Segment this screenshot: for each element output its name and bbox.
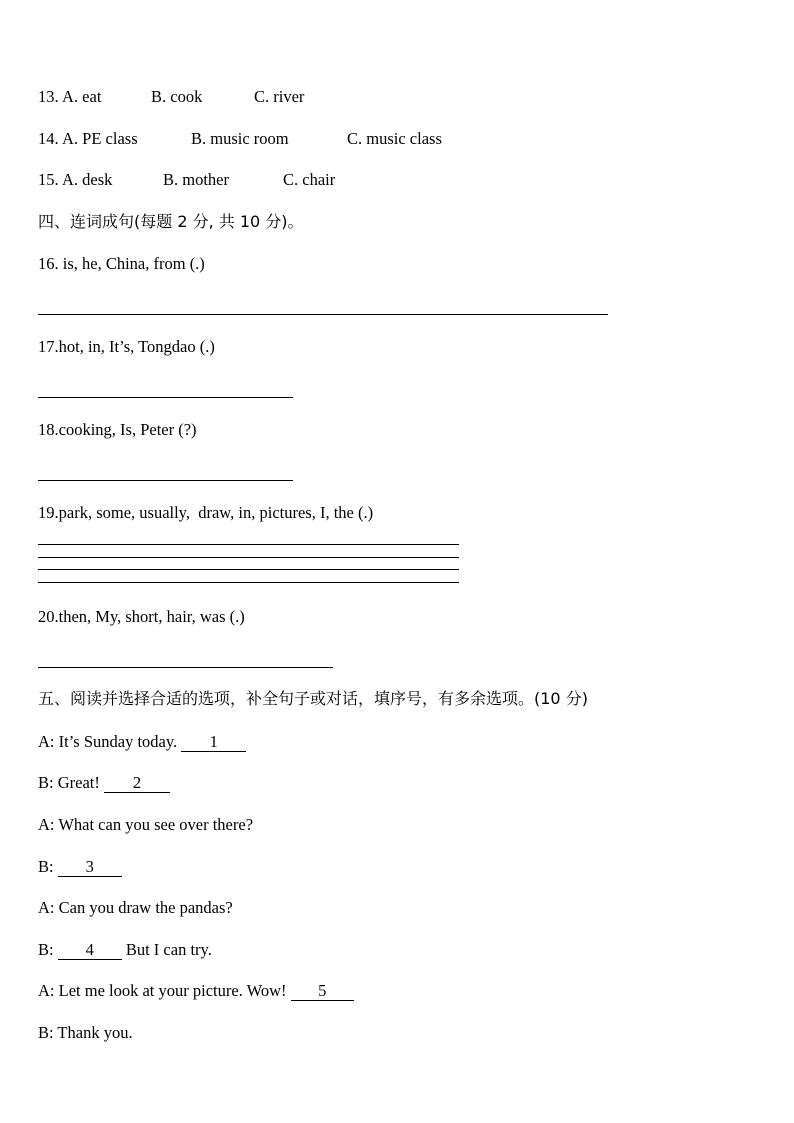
answer-line-19-d[interactable]	[38, 582, 459, 583]
dialogue-text: A: Can you draw the pandas?	[38, 898, 233, 917]
item-number: 16	[38, 254, 55, 273]
dialogue-line-7	[38, 981, 354, 1001]
dialogue-text: B:	[38, 940, 58, 959]
option-a: A. eat	[62, 87, 102, 106]
item-16	[38, 254, 205, 274]
dialogue-line-8	[38, 1023, 133, 1043]
dialogue-line-3	[38, 815, 253, 835]
dialogue-line-1	[38, 732, 246, 752]
item-text: .cooking, Is, Peter (?)	[54, 420, 197, 439]
question-number: 13.	[38, 87, 59, 106]
item-20	[38, 607, 245, 627]
item-18	[38, 420, 197, 440]
item-19	[38, 503, 373, 523]
answer-blank-4[interactable]: 4	[58, 941, 122, 960]
item-number: 17	[38, 337, 55, 356]
item-number: 18	[38, 420, 55, 439]
option-c: C. river	[254, 87, 305, 106]
dialogue-text: A: Let me look at your picture. Wow!	[38, 981, 291, 1000]
answer-line-19-b[interactable]	[38, 557, 459, 558]
section-4-heading: 四、连词成句(每题 2 分, 共 10 分)。	[38, 212, 304, 231]
item-text: .hot, in, It’s, Tongdao (.)	[54, 337, 215, 356]
dialogue-text: B: Great!	[38, 773, 104, 792]
dialogue-text: B: Thank you.	[38, 1023, 133, 1042]
answer-line-19-c[interactable]	[38, 569, 459, 570]
answer-blank-2[interactable]: 2	[104, 774, 170, 793]
item-number: 20	[38, 607, 55, 626]
answer-line-17[interactable]	[38, 397, 293, 398]
answer-line-20[interactable]	[38, 667, 333, 668]
question-number: 15.	[38, 170, 59, 189]
option-c: C. music class	[347, 129, 442, 148]
answer-blank-3[interactable]: 3	[58, 858, 122, 877]
dialogue-text: A: It’s Sunday today.	[38, 732, 182, 751]
option-a: A. PE class	[62, 129, 138, 148]
dialogue-line-4	[38, 857, 122, 877]
option-a: A. desk	[62, 170, 113, 189]
item-text: .then, My, short, hair, was (.)	[54, 607, 245, 626]
section-5-heading: 五、阅读并选择合适的选项，补全句子或对话，填序号，有多余选项。(10 分)	[38, 689, 588, 708]
dialogue-line-5	[38, 898, 233, 918]
item-text: .park, some, usually, draw, in, pictures, I, the (.)	[54, 503, 374, 522]
dialogue-text: B:	[38, 857, 58, 876]
answer-line-18[interactable]	[38, 480, 293, 481]
answer-line-16[interactable]	[38, 314, 608, 315]
item-17	[38, 337, 215, 357]
option-b: B. mother	[163, 170, 229, 189]
dialogue-text-after: But I can try.	[121, 940, 212, 959]
answer-line-19-a[interactable]	[38, 544, 459, 545]
option-b: B. cook	[151, 87, 203, 106]
answer-blank-1[interactable]: 1	[181, 733, 246, 752]
dialogue-line-2	[38, 773, 170, 793]
dialogue-line-6	[38, 940, 212, 960]
question-number: 14.	[38, 129, 59, 148]
dialogue-text: A: What can you see over there?	[38, 815, 254, 834]
answer-blank-5[interactable]: 5	[291, 982, 354, 1001]
item-number: 19	[38, 503, 55, 522]
option-c: C. chair	[283, 170, 336, 189]
item-text: . is, he, China, from (.)	[54, 254, 205, 273]
option-b: B. music room	[191, 129, 289, 148]
